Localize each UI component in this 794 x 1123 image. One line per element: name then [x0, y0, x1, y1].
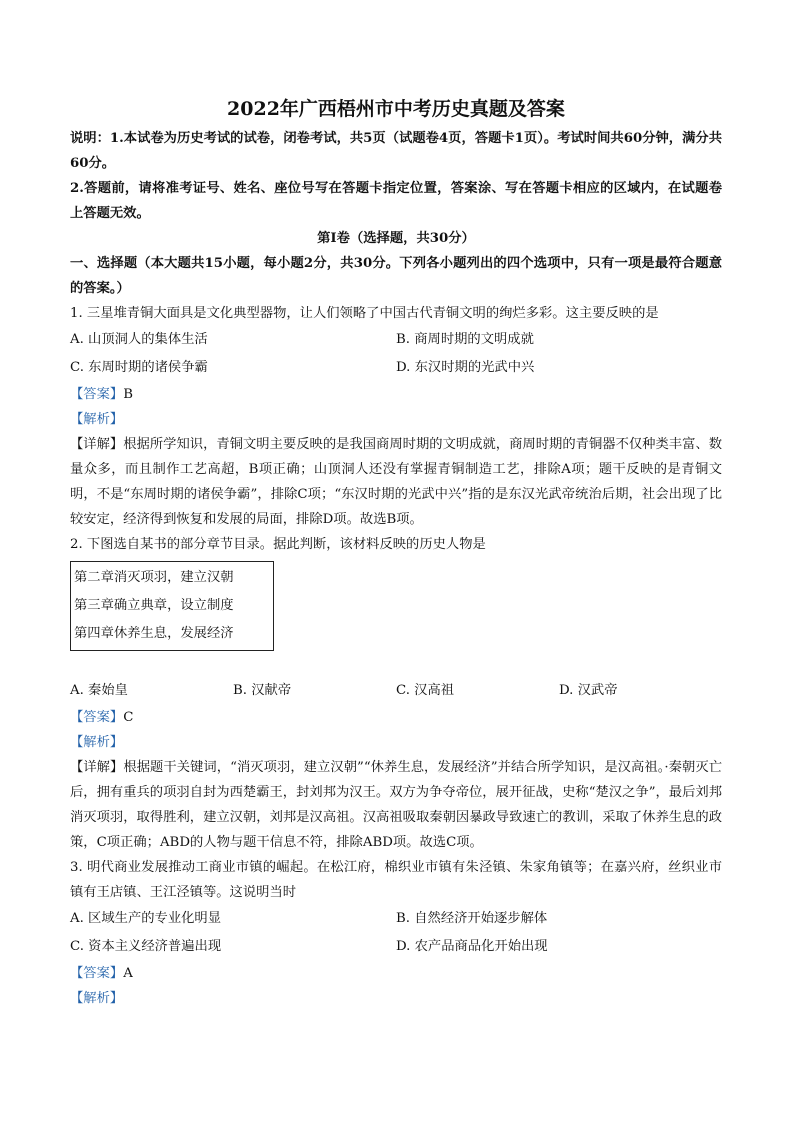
detail-label: 【详解】 [70, 760, 124, 775]
question-stem: 2. 下图选自某书的部分章节目录。据此判断，该材料反映的历史人物是 [70, 537, 486, 552]
option-a: A. 山顶洞人的集体生活 [70, 332, 208, 347]
answer-value: A [123, 966, 133, 981]
option-b: B. 自然经济开始逐步解体 [396, 911, 548, 926]
question-1 [70, 301, 722, 532]
option-c: C. 资本主义经济普遍出现 [70, 939, 222, 954]
instructions-note-2: 2.答题前，请将准考证号、姓名、座位号写在答题卡指定位置，答案涂、写在答题卡相应的区域内，在试题卷上答题无效。 [70, 181, 722, 221]
answer-line [70, 382, 722, 407]
page-title: 2022年广西梧州市中考历史真题及答案 [227, 98, 565, 120]
question-3 [70, 855, 722, 1011]
answer-value: C [123, 710, 134, 725]
question-2 [70, 532, 722, 855]
toc-line: 第三章确立典章，设立制度 [74, 598, 234, 613]
answer-line [70, 961, 722, 986]
answer-label: 【答案】 [70, 387, 124, 402]
option-d: D. 农产品商品化开始出现 [396, 939, 548, 954]
option-b: B. 商周时期的文明成就 [396, 332, 534, 347]
chapter-table-of-contents [70, 561, 274, 651]
detail-paragraph [70, 432, 722, 532]
toc-line: 第二章消灭项羽，建立汉朝 [74, 570, 234, 585]
option-d: D. 东汉时期的光武中兴 [396, 360, 535, 375]
section-title: 第Ⅰ卷（选择题，共30分） [317, 231, 475, 246]
analysis-label: 【解析】 [70, 412, 124, 427]
answer-label: 【答案】 [70, 710, 124, 725]
answer-label: 【答案】 [70, 966, 124, 981]
options [70, 677, 722, 705]
answer-value: B [123, 387, 133, 402]
detail-text: 根据所学知识，青铜文明主要反映的是我国商周时期的文明成就，商周时期的青铜器不仅种类丰富、数量众多，而且制作工艺高超，B项正确；山顶洞人还没有掌握青铜制造工艺，排除A项；题干反映的是青铜文明，不是“东周时期的诸侯争霸”，排除C项；“东汉时期的光武中兴”指的是东汉光武帝统治后期，社会出现了比较安定，经济得到恢复和发展的局面，排除D项。故选B项。 [70, 437, 723, 527]
detail-paragraph [70, 755, 722, 855]
option-b: B. 汉献帝 [233, 683, 292, 698]
option-c: C. 汉高祖 [396, 683, 455, 698]
answer-line [70, 705, 722, 730]
option-a: A. 区域生产的专业化明显 [70, 911, 222, 926]
option-c: C. 东周时期的诸侯争霸 [70, 360, 208, 375]
options [70, 905, 722, 961]
options [70, 326, 722, 382]
exam-page [70, 96, 722, 1011]
analysis-label: 【解析】 [70, 991, 124, 1006]
option-d: D. 汉武帝 [559, 683, 618, 698]
instructions-note-1: 说明：1.本试卷为历史考试的试卷，闭卷考试，共5页（试题卷4页，答题卡1页）。考试时间共60分钟，满分共60分。 [70, 131, 722, 171]
option-a: A. 秦始皇 [70, 683, 128, 698]
toc-line: 第四章休养生息，发展经济 [74, 626, 234, 641]
question-stem: 1. 三星堆青铜大面具是文化典型器物，让人们领略了中国古代青铜文明的绚烂多彩。这主要反映的是 [70, 306, 659, 321]
detail-text: 根据题干关键词，“消灭项羽，建立汉朝”“休养生息，发展经济”并结合所学知识，是汉高祖。·秦朝灭亡后，拥有重兵的项羽自封为西楚霸王，封刘邦为汉王。双方为争夺帝位，展开征战，史称“楚汉之争”，最后刘邦消灭项羽，取得胜利，建立汉朝，刘邦是汉高祖。汉高祖吸取秦朝因暴政导致速亡的教训，采取了休养生息的政策，C项正确；ABD的人物与题干信息不符，排除ABD项。故选C项。 [70, 760, 722, 850]
question-stem: 3. 明代商业发展推动工商业市镇的崛起。在松江府，棉织业市镇有朱泾镇、朱家角镇等；在嘉兴府，丝织业市镇有王店镇、王江泾镇等。这说明当时 [70, 860, 722, 900]
analysis-label: 【解析】 [70, 735, 124, 750]
detail-label: 【详解】 [70, 437, 124, 452]
part-heading: 一、选择题（本大题共15小题，每小题2分，共30分。下列各小题列出的四个选项中，只有一项是最符合题意的答案。） [70, 256, 722, 296]
